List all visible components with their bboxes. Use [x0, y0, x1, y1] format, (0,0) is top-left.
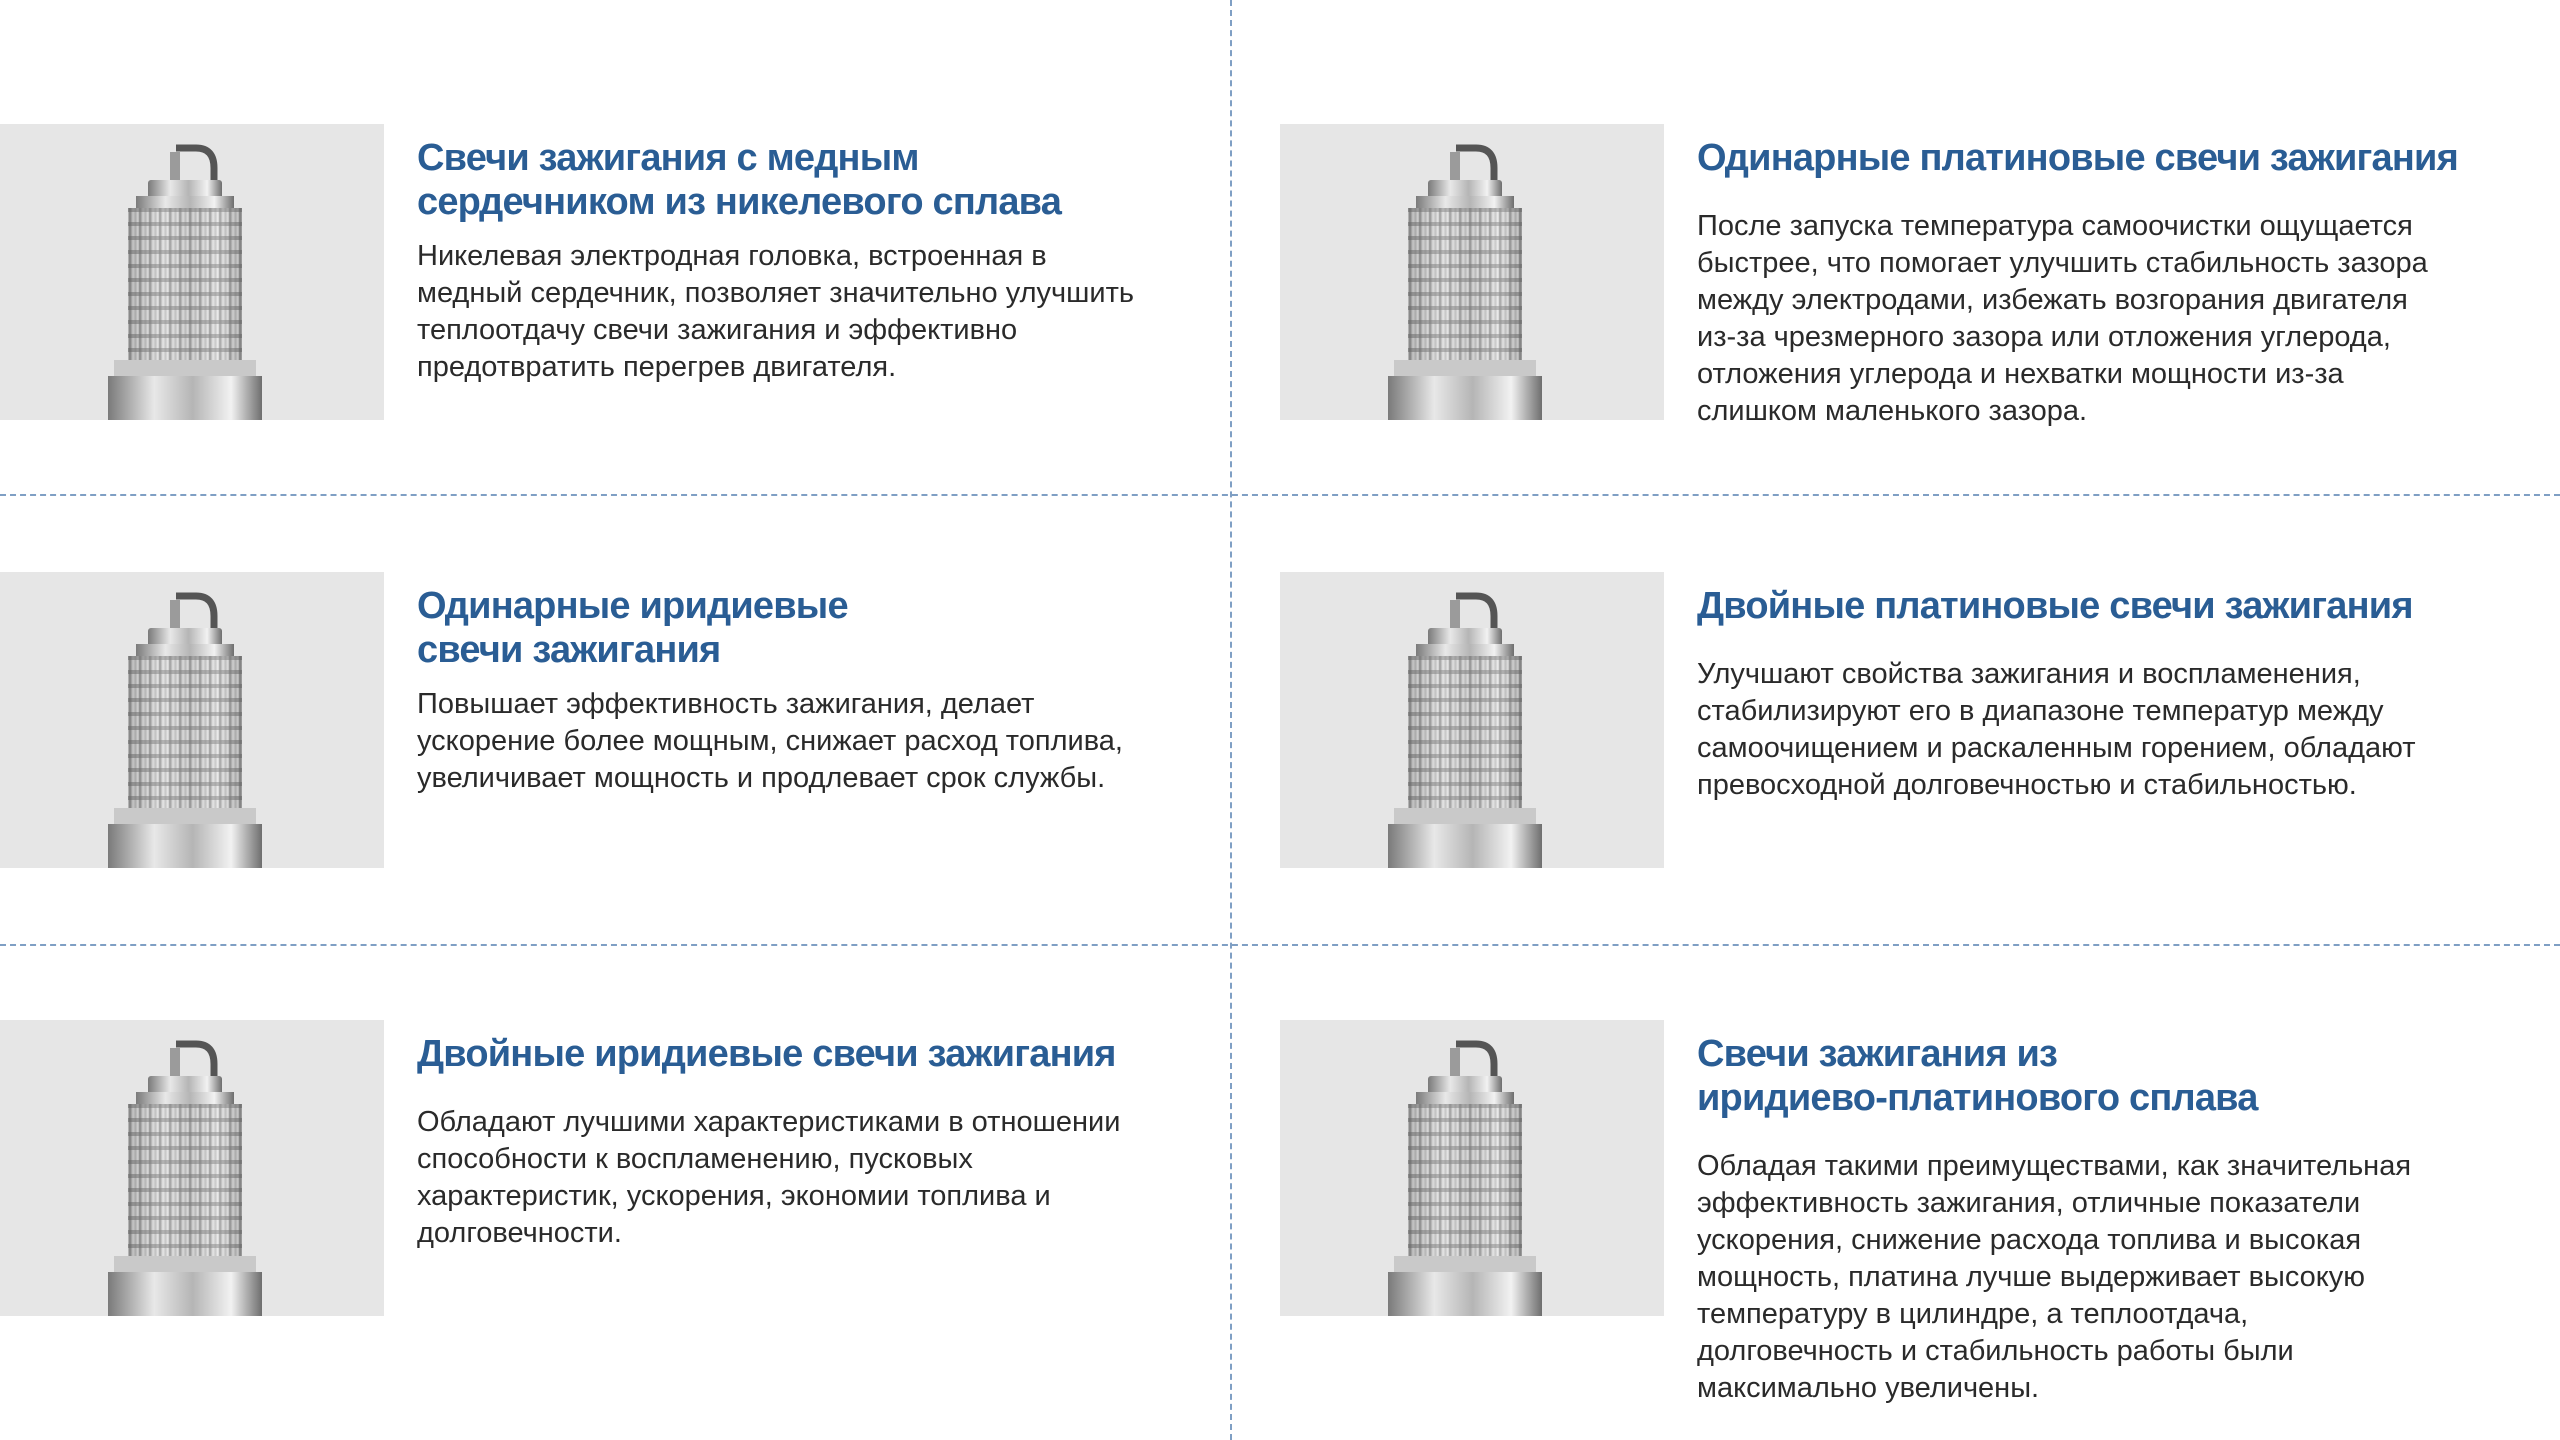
spark-plug-icon [0, 572, 384, 868]
spark-plug-icon [1280, 124, 1664, 420]
spark-plug-icon [1280, 1020, 1664, 1316]
spark-plug-icon [1280, 572, 1664, 868]
card-description: Обладают лучшими характеристиками в отношении способности к воспламенению, пусковых характеристик, ускорения, экономии топлива и долговечности. [417, 1106, 1121, 1249]
card-title: Свечи зажигания из иридиево-платинового сплава [1697, 1033, 2258, 1119]
card-description: Никелевая электродная головка, встроенная в медный сердечник, позволяет значительно улучшить теплоотдачу свечи зажигания и эффективно предотвратить перегрев двигателя. [417, 240, 1134, 383]
card-title: Двойные иридиевые свечи зажигания [417, 1033, 1116, 1075]
spark-plug-icon [0, 1020, 384, 1316]
card-description: Обладая такими преимуществами, как значительная эффективность зажигания, отличные показатели ускорения, снижение расхода топлива и высокая мощность, платина лучше выдерживает высокую температуру в цилиндре, а теплоотдача, долговечность и стабильность работы были максимально увеличены. [1697, 1150, 2412, 1404]
card-title: Одинарные платиновые свечи зажигания [1697, 137, 2458, 179]
horizontal-divider-2 [0, 944, 2560, 946]
vertical-divider [1230, 0, 1232, 1440]
card-description: Повышает эффективность зажигания, делает ускорение более мощным, снижает расход топлива, увеличивает мощность и продлевает срок службы. [417, 688, 1123, 794]
horizontal-divider-1 [0, 494, 2560, 496]
card-description: Улучшают свойства зажигания и воспламенения, стабилизируют его в диапазоне температур между самоочищением и раскаленным горением, обладают превосходной долговечностью и стабильностью. [1697, 658, 2416, 801]
spark-plug-icon [0, 124, 384, 420]
card-title: Свечи зажигания с медным сердечником из никелевого сплава [417, 137, 1062, 223]
card-title: Одинарные иридиевые свечи зажигания [417, 585, 848, 671]
card-description: После запуска температура самоочистки ощущается быстрее, что помогает улучшить стабильность зазора между электродами, избежать возгорания двигателя из-за чрезмерного зазора или отложения углерода, отложения углерода и нехватки мощности из-за слишком маленького зазора. [1697, 210, 2428, 427]
card-title: Двойные платиновые свечи зажигания [1697, 585, 2413, 627]
